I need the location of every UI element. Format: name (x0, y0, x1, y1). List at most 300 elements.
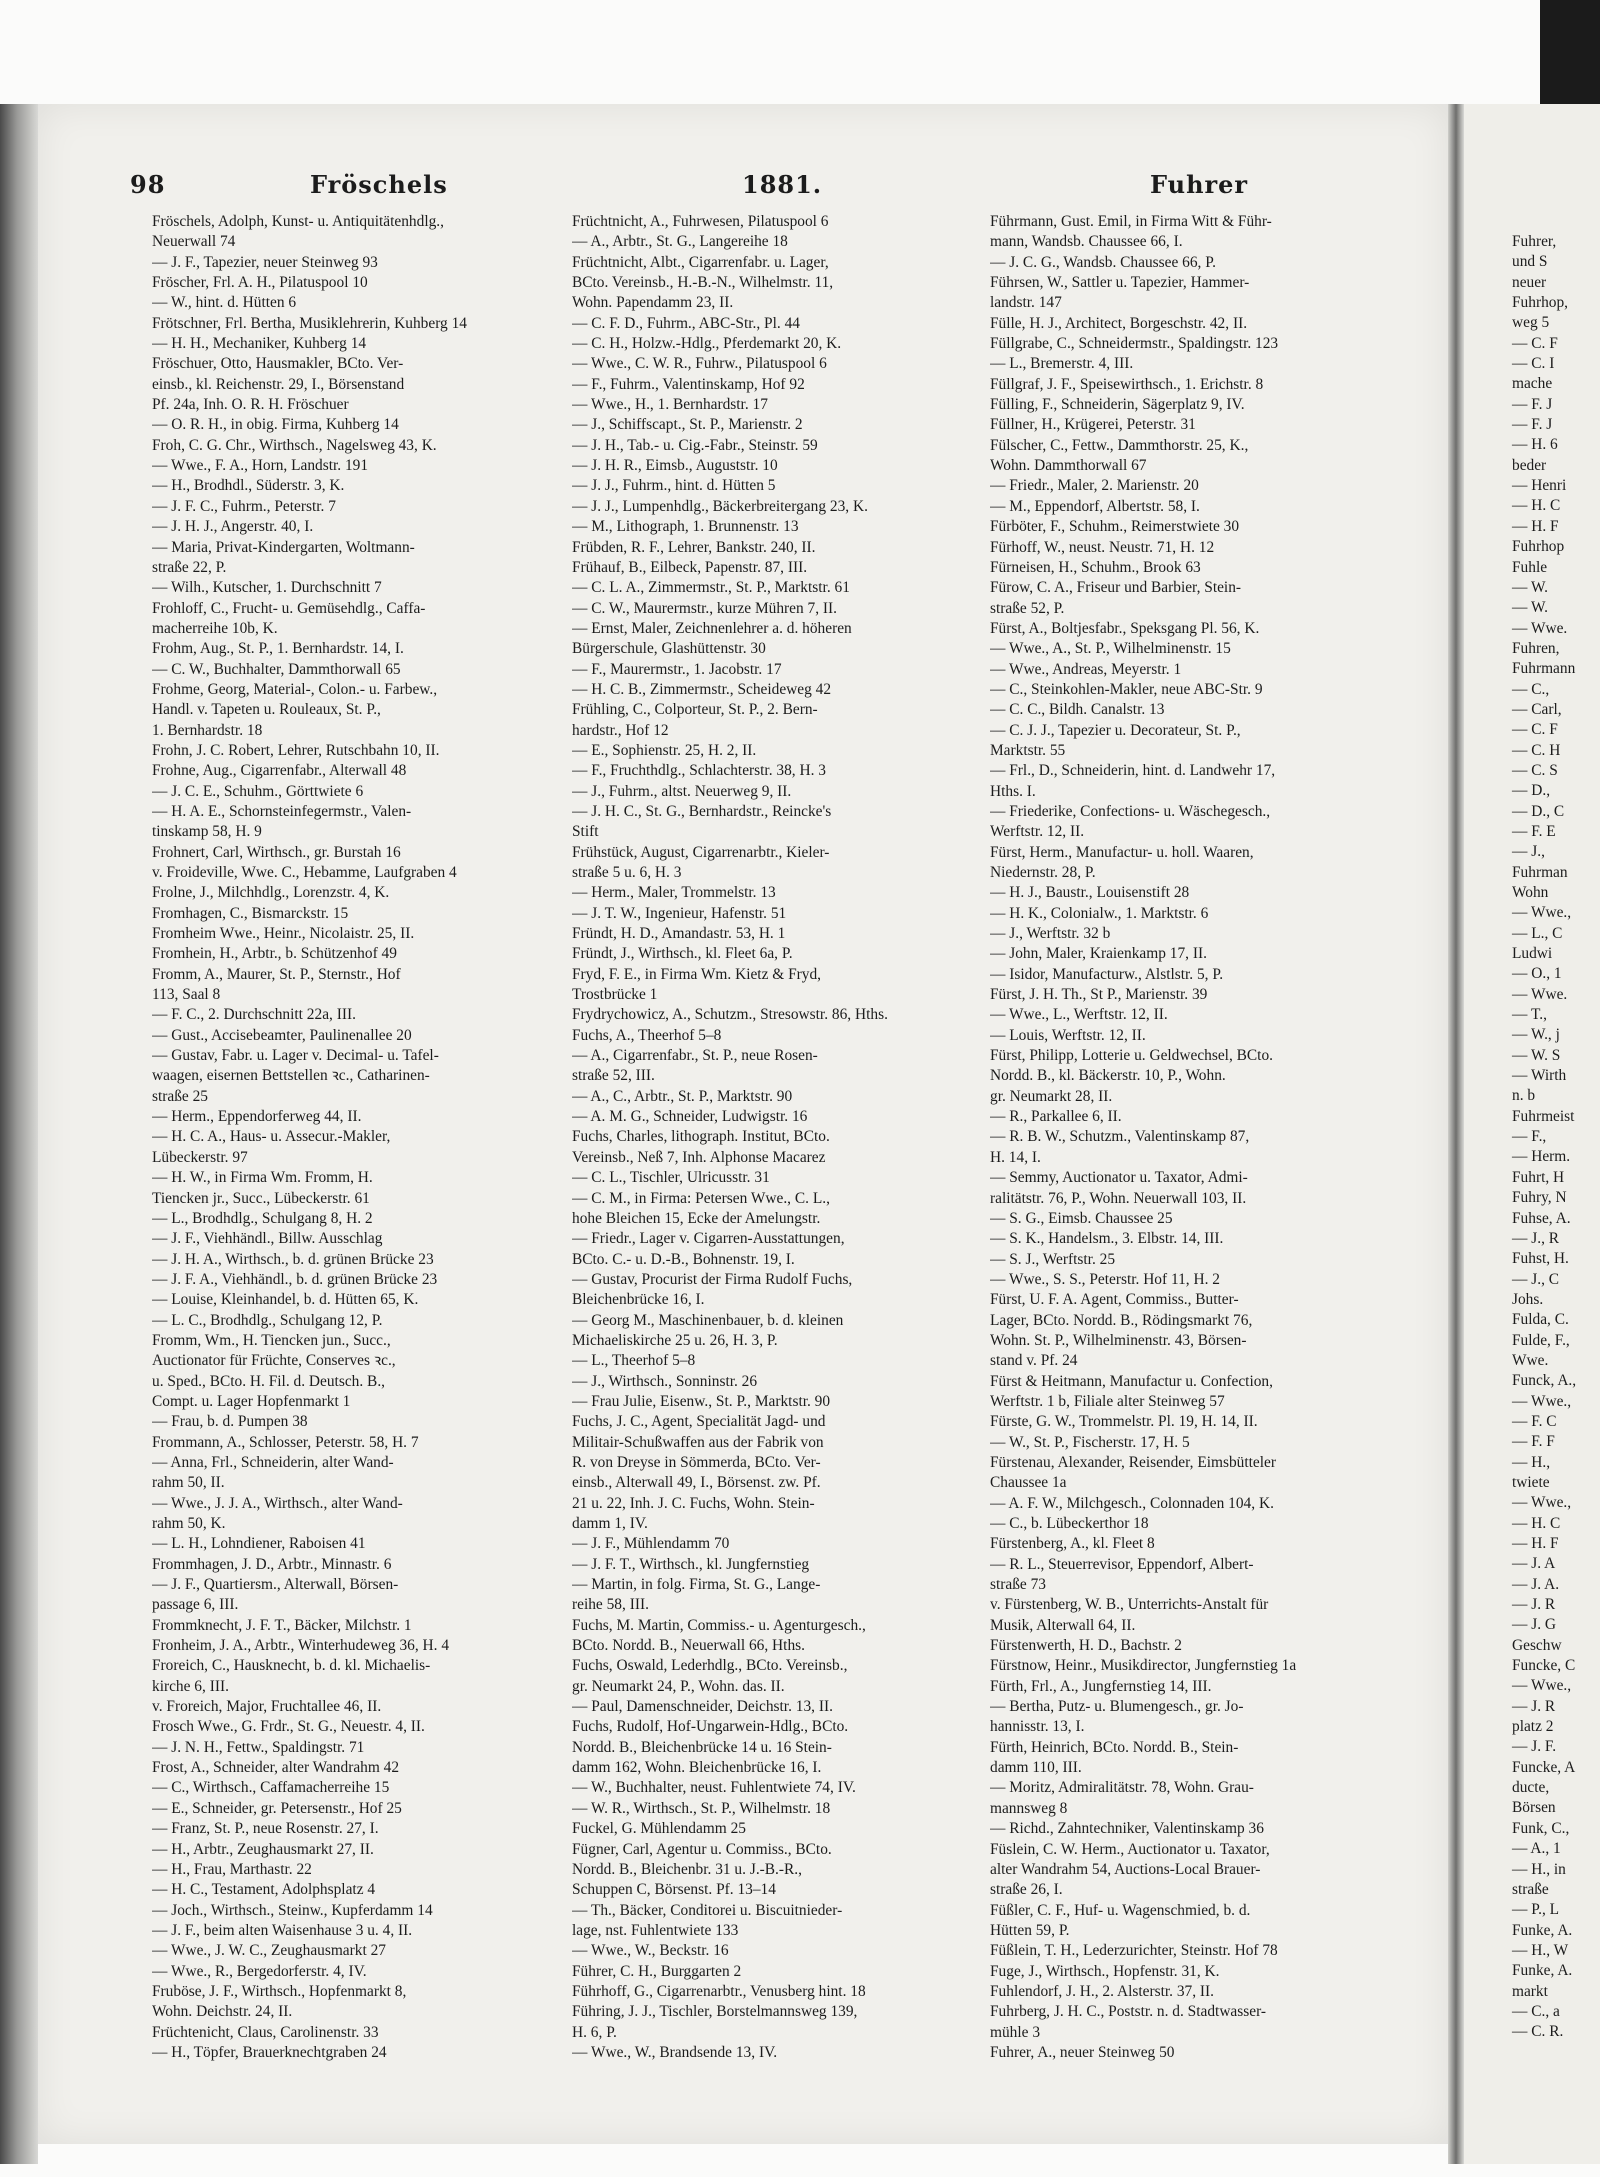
directory-line: — Wwe., W., Beckstr. 16 (572, 1942, 729, 1960)
directory-line: — C. M., in Firma: Petersen Wwe., C. L., (572, 1189, 830, 1207)
directory-line: Fuchs, M. Martin, Commiss.- u. Agenturgesch., (572, 1616, 866, 1634)
directory-line: Werftstr. 12, II. (990, 823, 1085, 841)
directory-line: — Th., Bäcker, Conditorei u. Biscuitnieder- (572, 1901, 843, 1919)
directory-line: — L., Brodhdlg., Schulgang 8, H. 2 (152, 1209, 373, 1227)
directory-line: — C., Wirthsch., Caffamacherreihe 15 (152, 1779, 390, 1797)
directory-line: Compt. u. Lager Hopfenmarkt 1 (152, 1392, 351, 1410)
directory-line: Fürstenberg, A., kl. Fleet 8 (990, 1535, 1155, 1553)
directory-line: — J., Werftstr. 32 b (990, 925, 1111, 943)
directory-line: Frübden, R. F., Lehrer, Bankstr. 240, II. (572, 538, 816, 556)
directory-line: hardstr., Hof 12 (572, 721, 669, 739)
directory-line: Führsen, W., Sattler u. Tapezier, Hammer- (990, 274, 1250, 292)
directory-line: — E., Schneider, gr. Petersenstr., Hof 25 (152, 1799, 402, 1817)
directory-line: — Frl., D., Schneiderin, hint. d. Landwehr 17, (990, 762, 1276, 780)
next-page-line: Fuhrmann (1512, 660, 1576, 678)
directory-line: — C. H., Holzw.-Hdlg., Pferdemarkt 20, K. (572, 335, 842, 353)
directory-line: Fürst, J. H. Th., St P., Marienstr. 39 (990, 986, 1208, 1004)
directory-line: — Moritz, Admiralitätstr. 78, Wohn. Grau- (990, 1779, 1254, 1797)
directory-line: — F. C., 2. Durchschnitt 22a, III. (152, 1006, 356, 1024)
directory-line: — C. C., Bildh. Canalstr. 13 (990, 701, 1165, 719)
next-page-line: — Wwe. (1512, 985, 1568, 1003)
directory-line: Fröscher, Frl. A. H., Pilatuspool 10 (152, 274, 368, 292)
directory-line: — S. G., Eimsb. Chaussee 25 (990, 1209, 1173, 1227)
directory-line: — Herm., Maler, Trommelstr. 13 (572, 884, 776, 902)
directory-line: Fröschels, Adolph, Kunst- u. Antiquitätenhdlg., (152, 213, 444, 230)
directory-line: — J. H. A., Wirthsch., b. d. grünen Brücke 23 (152, 1250, 434, 1268)
directory-line: — J. F., beim alten Waisenhause 3 u. 4, II. (152, 1921, 413, 1939)
next-page-line: — Wwe., (1512, 1494, 1572, 1512)
next-page-line: Fulde, F., (1512, 1331, 1570, 1349)
directory-line: Fürow, C. A., Friseur und Barbier, Stein- (990, 579, 1242, 597)
next-page-line: Börsen (1512, 1799, 1556, 1817)
directory-line: straße 73 (990, 1576, 1046, 1594)
directory-line: — J. H. R., Eimsb., Auguststr. 10 (572, 457, 778, 475)
directory-line: 113, Saal 8 (152, 986, 221, 1004)
directory-line: — Wwe., J. W. C., Zeughausmarkt 27 (152, 1942, 386, 1960)
next-page-line: — J., C (1512, 1270, 1560, 1288)
next-page-line: — C. S (1512, 761, 1558, 779)
directory-line: Fuhrer, A., neuer Steinweg 50 (990, 2043, 1175, 2061)
directory-line: Vereinsb., Neß 7, Inh. Alphonse Macarez (572, 1148, 826, 1166)
directory-line: Nordd. B., kl. Bäckerstr. 10, P., Wohn. (990, 1067, 1226, 1085)
directory-line: Fromhagen, C., Bismarckstr. 15 (152, 904, 349, 922)
directory-line: Frühstück, August, Cigarrenarbtr., Kieler- (572, 843, 830, 861)
next-page-line: Fuhse, A. (1512, 1209, 1571, 1227)
next-page-line: — L., C (1512, 924, 1563, 942)
directory-line: — L., Bremerstr. 4, III. (990, 355, 1134, 373)
directory-line: Fründt, J., Wirthsch., kl. Fleet 6a, P. (572, 945, 793, 963)
next-page-line: — H., W (1512, 1941, 1569, 1959)
directory-line: Fürstenwerth, H. D., Bachstr. 2 (990, 1637, 1182, 1655)
next-page-line: Fuhrman (1512, 863, 1568, 881)
directory-line: — Gust., Accisebeamter, Paulinenallee 20 (152, 1026, 412, 1044)
directory-line: Frohnert, Carl, Wirthsch., gr. Burstah 16 (152, 843, 401, 861)
directory-line: Fülscher, C., Fettw., Dammthorstr. 25, K., (990, 436, 1249, 454)
next-page-line: — Herm. (1512, 1148, 1571, 1166)
directory-line: tinskamp 58, H. 9 (152, 823, 262, 841)
directory-line: — Friederike, Confections- u. Wäschegesch., (990, 802, 1271, 820)
left-page-gutter (0, 104, 38, 2164)
directory-line: Früchtnicht, A., Fuhrwesen, Pilatuspool 6 (572, 213, 829, 230)
directory-line: — M., Eppendorf, Albertstr. 58, I. (990, 497, 1200, 515)
directory-line: — Friedr., Maler, 2. Marienstr. 20 (990, 477, 1199, 495)
directory-line: Frommhagen, J. D., Arbtr., Minnastr. 6 (152, 1555, 392, 1573)
directory-line: Frost, A., Schneider, alter Wandrahm 42 (152, 1759, 400, 1777)
directory-line: — C. L., Tischler, Ulricusstr. 31 (572, 1169, 770, 1187)
directory-line: Stift (572, 823, 599, 841)
directory-line: H. 6, P. (572, 2023, 617, 2041)
next-page-line: markt (1512, 1982, 1548, 2000)
column-1-entries (152, 212, 557, 2063)
next-page-line: Fulda, C. (1512, 1311, 1569, 1329)
next-page-line: Funcke, A (1512, 1758, 1576, 1776)
running-head (130, 170, 1430, 210)
next-page-line: Fuhren, (1512, 639, 1560, 657)
directory-line: Fürstnow, Heinr., Musikdirector, Jungfernstieg 1a (990, 1657, 1297, 1675)
directory-line: 21 u. 22, Inh. J. C. Fuchs, Wohn. Stein- (572, 1494, 815, 1512)
directory-line: Frohn, J. C. Robert, Lehrer, Rutschbahn 10, II. (152, 741, 440, 759)
directory-line: — C. J. J., Tapezier u. Decorateur, St. P., (990, 721, 1241, 739)
next-page-line: — Carl, (1512, 700, 1562, 718)
next-page-line: — H. F (1512, 517, 1559, 535)
next-page-line: — J. R (1512, 1697, 1556, 1715)
directory-line: Fürst, Philipp, Lotterie u. Geldwechsel, BCto. (990, 1047, 1273, 1065)
directory-line: straße 52, P. (990, 599, 1065, 617)
next-page-line: — H. C (1512, 1514, 1561, 1532)
directory-line: — J. H. C., St. G., Bernhardstr., Reincke's (572, 802, 832, 820)
directory-line: — J. F., Viehhändl., Billw. Ausschlag (152, 1230, 383, 1248)
next-page-line: — J., (1512, 843, 1545, 861)
next-page-line: n. b (1512, 1087, 1536, 1105)
directory-line: Musik, Alterwall 64, II. (990, 1616, 1136, 1634)
directory-line: — J. F., Quartiersm., Alterwall, Börsen- (152, 1576, 399, 1594)
directory-line: Fründt, H. D., Amandastr. 53, H. 1 (572, 925, 786, 943)
directory-line: — J., Wirthsch., Sonninstr. 26 (572, 1372, 758, 1390)
directory-line: mannsweg 8 (990, 1799, 1068, 1817)
directory-line: Frohloff, C., Frucht- u. Gemüsehdlg., Caffa- (152, 599, 426, 617)
next-page-line: und S (1512, 253, 1548, 271)
directory-line: — J. H. J., Angerstr. 40, I. (152, 518, 314, 536)
directory-line: — J. F. T., Wirthsch., kl. Jungfernstieg (572, 1555, 810, 1573)
directory-line: mühle 3 (990, 2023, 1041, 2041)
next-page-line: — W. (1512, 578, 1548, 596)
book-spine-gap (1448, 104, 1464, 2164)
next-page-line: — F. C (1512, 1412, 1557, 1430)
next-page-line: — C. R. (1512, 2023, 1564, 2041)
directory-line: mann, Wandsb. Chaussee 66, I. (990, 233, 1183, 251)
directory-line: Wohn. Deichstr. 24, II. (152, 2003, 293, 2021)
next-page-line: Fuhry, N (1512, 1189, 1567, 1207)
directory-line: — C. L. A., Zimmermstr., St. P., Marktstr. 61 (572, 579, 850, 597)
next-page-line: — F. E (1512, 822, 1556, 840)
next-page-line: — Henri (1512, 477, 1567, 495)
directory-line: Bürgerschule, Glashüttenstr. 30 (572, 640, 766, 658)
directory-line: — J. N. H., Fettw., Spaldingstr. 71 (152, 1738, 365, 1756)
next-page-line: — D., C (1512, 802, 1565, 820)
directory-line: Handl. v. Tapeten u. Rouleaux, St. P., (152, 701, 381, 719)
directory-line: Fürste, G. W., Trommelstr. Pl. 19, H. 14, II. (990, 1413, 1258, 1431)
directory-line: — J. F., Mühlendamm 70 (572, 1535, 730, 1553)
directory-line: — W. R., Wirthsch., St. P., Wilhelmstr. 18 (572, 1799, 831, 1817)
next-page-line: Funke, A. (1512, 1921, 1573, 1939)
directory-line: gr. Neumarkt 24, P., Wohn. das. II. (572, 1677, 785, 1695)
directory-line: Hths. I. (990, 782, 1036, 800)
directory-line: — Georg M., Maschinenbauer, b. d. kleinen (572, 1311, 844, 1329)
directory-line: Niedernstr. 28, P. (990, 864, 1096, 881)
directory-line: damm 1, IV. (572, 1515, 648, 1532)
next-page-line: — F., (1512, 1128, 1547, 1146)
next-page-line: — J., R (1512, 1229, 1560, 1247)
directory-line: Michaeliskirche 25 u. 26, H. 3, P. (572, 1331, 778, 1349)
directory-line: — J. C. G., Wandsb. Chaussee 66, P. (990, 253, 1216, 271)
directory-line: — J. J., Fuhrm., hint. d. Hütten 5 (572, 477, 776, 495)
directory-line: H. 14, I. (990, 1148, 1041, 1166)
directory-line: — L. C., Brodhdlg., Schulgang 12, P. (152, 1311, 383, 1329)
directory-line: — H. C. A., Haus- u. Assecur.-Makler, (152, 1128, 391, 1146)
next-page-line: — F. J (1512, 395, 1553, 413)
directory-line: Froreich, C., Hausknecht, b. d. kl. Michaelis- (152, 1657, 431, 1675)
next-page-line: Wwe. (1512, 1351, 1549, 1369)
next-page-line: — C., (1512, 680, 1550, 698)
directory-line: — A. M. G., Schneider, Ludwigstr. 16 (572, 1108, 808, 1126)
directory-line: — Anna, Frl., Schneiderin, alter Wand- (152, 1453, 394, 1471)
directory-line: — W., Buchhalter, neust. Fuhlentwiete 74, IV. (572, 1779, 856, 1797)
directory-line: Werftstr. 1 b, Filiale alter Steinweg 57 (990, 1392, 1225, 1410)
directory-line: Fuchs, J. C., Agent, Specialität Jagd- und (572, 1413, 826, 1431)
directory-line: hannisstr. 13, I. (990, 1718, 1085, 1736)
directory-line: Fromm, Wm., H. Tiencken jun., Succ., (152, 1331, 391, 1349)
directory-line: — F., Fuhrm., Valentinskamp, Hof 92 (572, 375, 805, 393)
directory-line: rahm 50, K. (152, 1515, 226, 1532)
directory-line: — C. W., Maurermstr., kurze Mühren 7, II. (572, 599, 838, 617)
next-page-line: — Wwe., (1512, 1677, 1572, 1695)
directory-line: Führing, J. J., Tischler, Borstelmannsweg 139, (572, 2003, 858, 2021)
directory-line: einsb., Alterwall 49, I., Börsenst. zw. Pf. (572, 1474, 821, 1492)
directory-line: Füllgraf, J. F., Speisewirthsch., 1. Erichstr. 8 (990, 375, 1264, 393)
directory-line: Fülling, F., Schneiderin, Sägerplatz 9, IV. (990, 396, 1245, 414)
next-page-line: — P., L (1512, 1901, 1560, 1919)
directory-line: — F., Fruchthdlg., Schlachterstr. 38, H. 3 (572, 762, 826, 780)
directory-line: — E., Sophienstr. 25, H. 2, II. (572, 741, 757, 759)
directory-line: Fuckel, G. Mühlendamm 25 (572, 1820, 746, 1838)
directory-line: Wohn. St. P., Wilhelminenstr. 43, Börsen- (990, 1331, 1247, 1349)
directory-line: — J. T. W., Ingenieur, Hafenstr. 51 (572, 904, 787, 922)
directory-line: Fromhein, H., Arbtr., b. Schützenhof 49 (152, 945, 397, 963)
directory-line: Schuppen C, Börsenst. Pf. 13–14 (572, 1881, 776, 1899)
directory-line: Fürstenau, Alexander, Reisender, Eimsbütteler (990, 1453, 1276, 1471)
directory-line: — S. K., Handelsm., 3. Elbstr. 14, III. (990, 1230, 1224, 1248)
next-page-line: Fuhrhop, (1512, 294, 1569, 312)
directory-line: Froh, C. G. Chr., Wirthsch., Nagelsweg 43, K. (152, 436, 437, 454)
next-page-line: — C. H (1512, 741, 1561, 759)
directory-line: Füslein, C. W. Herm., Auctionator u. Taxator, (990, 1840, 1270, 1858)
directory-line: — J., Fuhrm., altst. Neuerweg 9, II. (572, 782, 792, 800)
directory-line: — H., Töpfer, Brauerknechtgraben 24 (152, 2043, 387, 2061)
directory-line: — Wwe., C. W. R., Fuhrw., Pilatuspool 6 (572, 355, 827, 373)
next-page-line: Funck, A., (1512, 1372, 1577, 1390)
column-2-entries (572, 212, 972, 2063)
directory-line: — C., Steinkohlen-Makler, neue ABC-Str. 9 (990, 680, 1263, 698)
next-page-line: neuer (1512, 273, 1547, 291)
directory-line: Füßlein, T. H., Lederzurichter, Steinstr. Hof 78 (990, 1942, 1278, 1960)
next-page-line: — A., 1 (1512, 1840, 1561, 1858)
directory-line: Füßler, C. F., Huf- u. Wagenschmied, b. d. (990, 1901, 1251, 1919)
directory-line: — Gustav, Fabr. u. Lager v. Decimal- u. Tafel- (152, 1047, 439, 1065)
directory-line: Führmann, Gust. Emil, in Firma Witt & Führ- (990, 213, 1272, 230)
directory-line: v. Froideville, Wwe. C., Hebamme, Laufgraben 4 (152, 864, 457, 881)
directory-line: Fuhrberg, J. H. C., Poststr. n. d. Stadtwasser- (990, 2003, 1267, 2021)
directory-line: — Joch., Wirthsch., Steinw., Kupferdamm 14 (152, 1901, 433, 1919)
directory-line: Lübeckerstr. 97 (152, 1148, 248, 1166)
directory-line: einsb., kl. Reichenstr. 29, I., Börsenstand (152, 375, 405, 393)
next-page-line: — Wwe., (1512, 1392, 1572, 1410)
directory-line: straße 52, III. (572, 1067, 655, 1085)
directory-line: Frommann, A., Schlosser, Peterstr. 58, H. 7 (152, 1433, 419, 1451)
directory-line: — Wwe., S. S., Peterstr. Hof 11, H. 2 (990, 1270, 1220, 1288)
directory-line: Nordd. B., Bleichenbr. 31 u. J.-B.-R., (572, 1860, 802, 1878)
scan-dark-corner (1540, 0, 1600, 118)
directory-line: — Herm., Eppendorferweg 44, II. (152, 1108, 362, 1126)
directory-line: Neuerwall 74 (152, 233, 236, 251)
next-page-line: Funk, C., (1512, 1819, 1570, 1837)
directory-line: — Wilh., Kutscher, 1. Durchschnitt 7 (152, 579, 382, 597)
directory-line: straße 22, P. (152, 558, 227, 576)
directory-line: — Wwe., W., Brandsende 13, IV. (572, 2043, 778, 2061)
directory-line: — Wwe., L., Werftstr. 12, II. (990, 1006, 1168, 1024)
directory-line: waagen, eisernen Bettstellen ꝛc., Catharinen- (152, 1067, 430, 1085)
directory-line: stand v. Pf. 24 (990, 1352, 1078, 1370)
directory-line: Fürth, Frl., A., Jungfernstieg 14, III. (990, 1677, 1212, 1695)
directory-line: Frohne, Aug., Cigarrenfabr., Alterwall 48 (152, 762, 407, 780)
next-page-line: Fuhrt, H (1512, 1168, 1565, 1186)
directory-line: — Wwe., F. A., Horn, Landstr. 191 (152, 457, 369, 475)
directory-line: — C. F. D., Fuhrm., ABC-Str., Pl. 44 (572, 314, 800, 332)
directory-line: Führer, C. H., Burggarten 2 (572, 1962, 742, 1980)
next-page-line: — J. A. (1512, 1575, 1560, 1593)
directory-line: — H. C., Testament, Adolphsplatz 4 (152, 1881, 376, 1899)
next-page-line: Ludwi (1512, 945, 1553, 963)
directory-line: — Wwe., A., St. P., Wilhelminenstr. 15 (990, 640, 1231, 658)
directory-line: Frohme, Georg, Material-, Colon.- u. Farbew., (152, 680, 438, 698)
directory-line: rahm 50, II. (152, 1474, 225, 1492)
directory-line: — H. W., in Firma Wm. Fromm, H. (152, 1169, 373, 1187)
directory-line: Frohm, Aug., St. P., 1. Bernhardstr. 14, I. (152, 640, 404, 658)
directory-line: — W., hint. d. Hütten 6 (152, 294, 297, 312)
directory-line: v. Froreich, Major, Fruchtallee 46, II. (152, 1698, 382, 1716)
next-page-line: — J. A (1512, 1555, 1556, 1573)
next-page-line: — O., 1 (1512, 965, 1562, 983)
next-page-line: beder (1512, 456, 1547, 474)
directory-line: straße 5 u. 6, H. 3 (572, 864, 682, 881)
next-page-line: Fuhle (1512, 558, 1548, 576)
directory-line: Fruböse, J. F., Wirthsch., Hopfenmarkt 8, (152, 1982, 407, 2000)
next-page-line: — H., (1512, 1453, 1551, 1471)
directory-line: straße 25 (152, 1087, 208, 1105)
directory-line: reihe 58, III. (572, 1596, 649, 1614)
directory-line: Auctionator für Früchte, Conserves ꝛc., (152, 1352, 396, 1370)
year-heading: 1881. (742, 170, 823, 199)
directory-line: — L., Theerhof 5–8 (572, 1352, 696, 1370)
directory-line: BCto. Vereinsb., H.-B.-N., Wilhelmstr. 11, (572, 274, 834, 292)
directory-line: — Paul, Damenschneider, Deichstr. 13, II. (572, 1698, 833, 1716)
directory-line: Fürneisen, H., Schuhm., Brook 63 (990, 558, 1201, 576)
directory-line: Fürst, A., Boltjesfabr., Speksgang Pl. 56, K. (990, 619, 1260, 637)
directory-line: damm 110, III. (990, 1759, 1082, 1777)
next-page-entries (1512, 232, 1576, 2043)
directory-line: Marktstr. 55 (990, 741, 1066, 759)
directory-line: Chaussee 1a (990, 1474, 1067, 1492)
next-page-line: — J. R (1512, 1596, 1556, 1614)
next-page-line: — T., (1512, 1006, 1547, 1024)
next-page-line: Fuhrhop (1512, 538, 1565, 556)
directory-line: Fuge, J., Wirthsch., Hopfenstr. 31, K. (990, 1962, 1220, 1980)
left-catchword: Fröschels (310, 170, 448, 199)
column-3 (990, 212, 1400, 2142)
directory-line: — H. H., Mechaniker, Kuhberg 14 (152, 335, 367, 353)
next-page-line: Wohn (1512, 884, 1549, 901)
directory-line: Früchtenicht, Claus, Carolinenstr. 33 (152, 2023, 379, 2041)
directory-line: damm 162, Wohn. Bleichenbrücke 16, I. (572, 1759, 822, 1777)
directory-line: — J. F., Tapezier, neuer Steinweg 93 (152, 253, 378, 271)
directory-line: Fürst, U. F. A. Agent, Commiss., Butter- (990, 1291, 1239, 1309)
next-page-line: — D., (1512, 782, 1551, 800)
directory-line: Fronheim, J. A., Arbtr., Winterhudeweg 36, H. 4 (152, 1637, 450, 1655)
next-page-line: — F. F (1512, 1433, 1555, 1451)
directory-line: Fügner, Carl, Agentur u. Commiss., BCto. (572, 1840, 832, 1858)
directory-line: Frühling, C., Colporteur, St. P., 2. Bern- (572, 701, 818, 719)
column-1 (152, 212, 557, 2142)
directory-line: — Louis, Werftstr. 12, II. (990, 1026, 1146, 1044)
next-page-line: — H. 6 (1512, 436, 1558, 454)
next-page-line: — F. J (1512, 416, 1553, 434)
next-page-line: — C. F (1512, 334, 1558, 352)
next-page-line: — W. (1512, 599, 1548, 617)
directory-line: Wohn. Dammthorwall 67 (990, 457, 1147, 475)
directory-line: Lager, BCto. Nordd. B., Rödingsmarkt 76, (990, 1311, 1253, 1329)
directory-line: — A., Cigarrenfabr., St. P., neue Rosen- (572, 1047, 818, 1065)
page-number: 98 (130, 170, 166, 199)
directory-line: — Martin, in folg. Firma, St. G., Lange- (572, 1576, 821, 1594)
directory-line: Tiencken jr., Succ., Lübeckerstr. 61 (152, 1189, 370, 1207)
directory-line: Füllgrabe, C., Schneidermstr., Spaldingstr. 123 (990, 335, 1279, 353)
directory-line: Bleichenbrücke 16, I. (572, 1291, 705, 1309)
next-page-line: — H., in (1512, 1860, 1566, 1878)
next-page-line: twiete (1512, 1473, 1550, 1491)
directory-line: — R., Parkallee 6, II. (990, 1108, 1122, 1126)
directory-line: — H. A. E., Schornsteinfegermstr., Valen- (152, 802, 412, 820)
directory-line: u. Sped., BCto. H. Fil. d. Deutsch. B., (152, 1372, 386, 1390)
column-2 (572, 212, 972, 2142)
directory-line: ralitätstr. 76, P., Wohn. Neuerwall 103, II. (990, 1189, 1247, 1207)
directory-line: — J., Schiffscapt., St. P., Marienstr. 2 (572, 416, 803, 434)
directory-line: — O. R. H., in obig. Firma, Kuhberg 14 (152, 416, 399, 434)
directory-line: kirche 6, III. (152, 1677, 229, 1695)
directory-line: — Frau, b. d. Pumpen 38 (152, 1413, 308, 1431)
directory-line: Führhoff, G., Cigarrenarbtr., Venusberg hint. 18 (572, 1982, 866, 2000)
directory-line: Fuchs, Charles, lithograph. Institut, BCto. (572, 1128, 830, 1146)
directory-line: — John, Maler, Kraienkamp 17, II. (990, 945, 1207, 963)
next-page-line: Johs. (1512, 1290, 1544, 1308)
directory-line: — M., Lithograph, 1. Brunnenstr. 13 (572, 518, 799, 536)
directory-line: — J. F. A., Viehhändl., b. d. grünen Brücke 23 (152, 1270, 438, 1288)
directory-line: Trostbrücke 1 (572, 986, 658, 1004)
next-page-line: — Wwe. (1512, 619, 1568, 637)
directory-line: lage, nst. Fuhlentwiete 133 (572, 1921, 739, 1939)
next-page-line: weg 5 (1512, 314, 1550, 332)
directory-line: Fürst & Heitmann, Manufactur u. Confection, (990, 1372, 1273, 1390)
next-page-line: — Wirth (1512, 1067, 1567, 1085)
directory-line: Fryd, F. E., in Firma Wm. Kietz & Fryd, (572, 965, 821, 983)
directory-line: Fuchs, Oswald, Lederhdlg., BCto. Vereinsb., (572, 1657, 848, 1675)
directory-line: Fülle, H. J., Architect, Borgeschstr. 42, II. (990, 314, 1248, 332)
next-page-line: — J. F. (1512, 1738, 1557, 1756)
directory-line: — C., b. Lübeckerthor 18 (990, 1515, 1149, 1532)
directory-line: Frommknecht, J. F. T., Bäcker, Milchstr. 1 (152, 1616, 412, 1634)
directory-line: Fuchs, Rudolf, Hof-Ungarwein-Hdlg., BCto. (572, 1718, 849, 1736)
next-page-line: Geschw (1512, 1636, 1562, 1654)
directory-line: landstr. 147 (990, 294, 1062, 312)
directory-line: BCto. C.- u. D.-B., Bohnenstr. 19, I. (572, 1250, 795, 1268)
directory-line: Fürst, Herm., Manufactur- u. holl. Waaren, (990, 843, 1254, 861)
directory-line: — J. C. E., Schuhm., Görttwiete 6 (152, 782, 364, 800)
directory-line: — Frau Julie, Eisenw., St. P., Marktstr. 90 (572, 1392, 831, 1410)
next-page-line: ducte, (1512, 1779, 1550, 1797)
next-page-line: Funke, A. (1512, 1962, 1573, 1980)
directory-line: — Louise, Kleinhandel, b. d. Hütten 65, K. (152, 1291, 419, 1309)
directory-line: — C. W., Buchhalter, Dammthorwall 65 (152, 660, 401, 678)
directory-line: Hütten 59, P. (990, 1921, 1070, 1939)
directory-line: — Wwe., J. J. A., Wirthsch., alter Wand- (152, 1494, 403, 1512)
